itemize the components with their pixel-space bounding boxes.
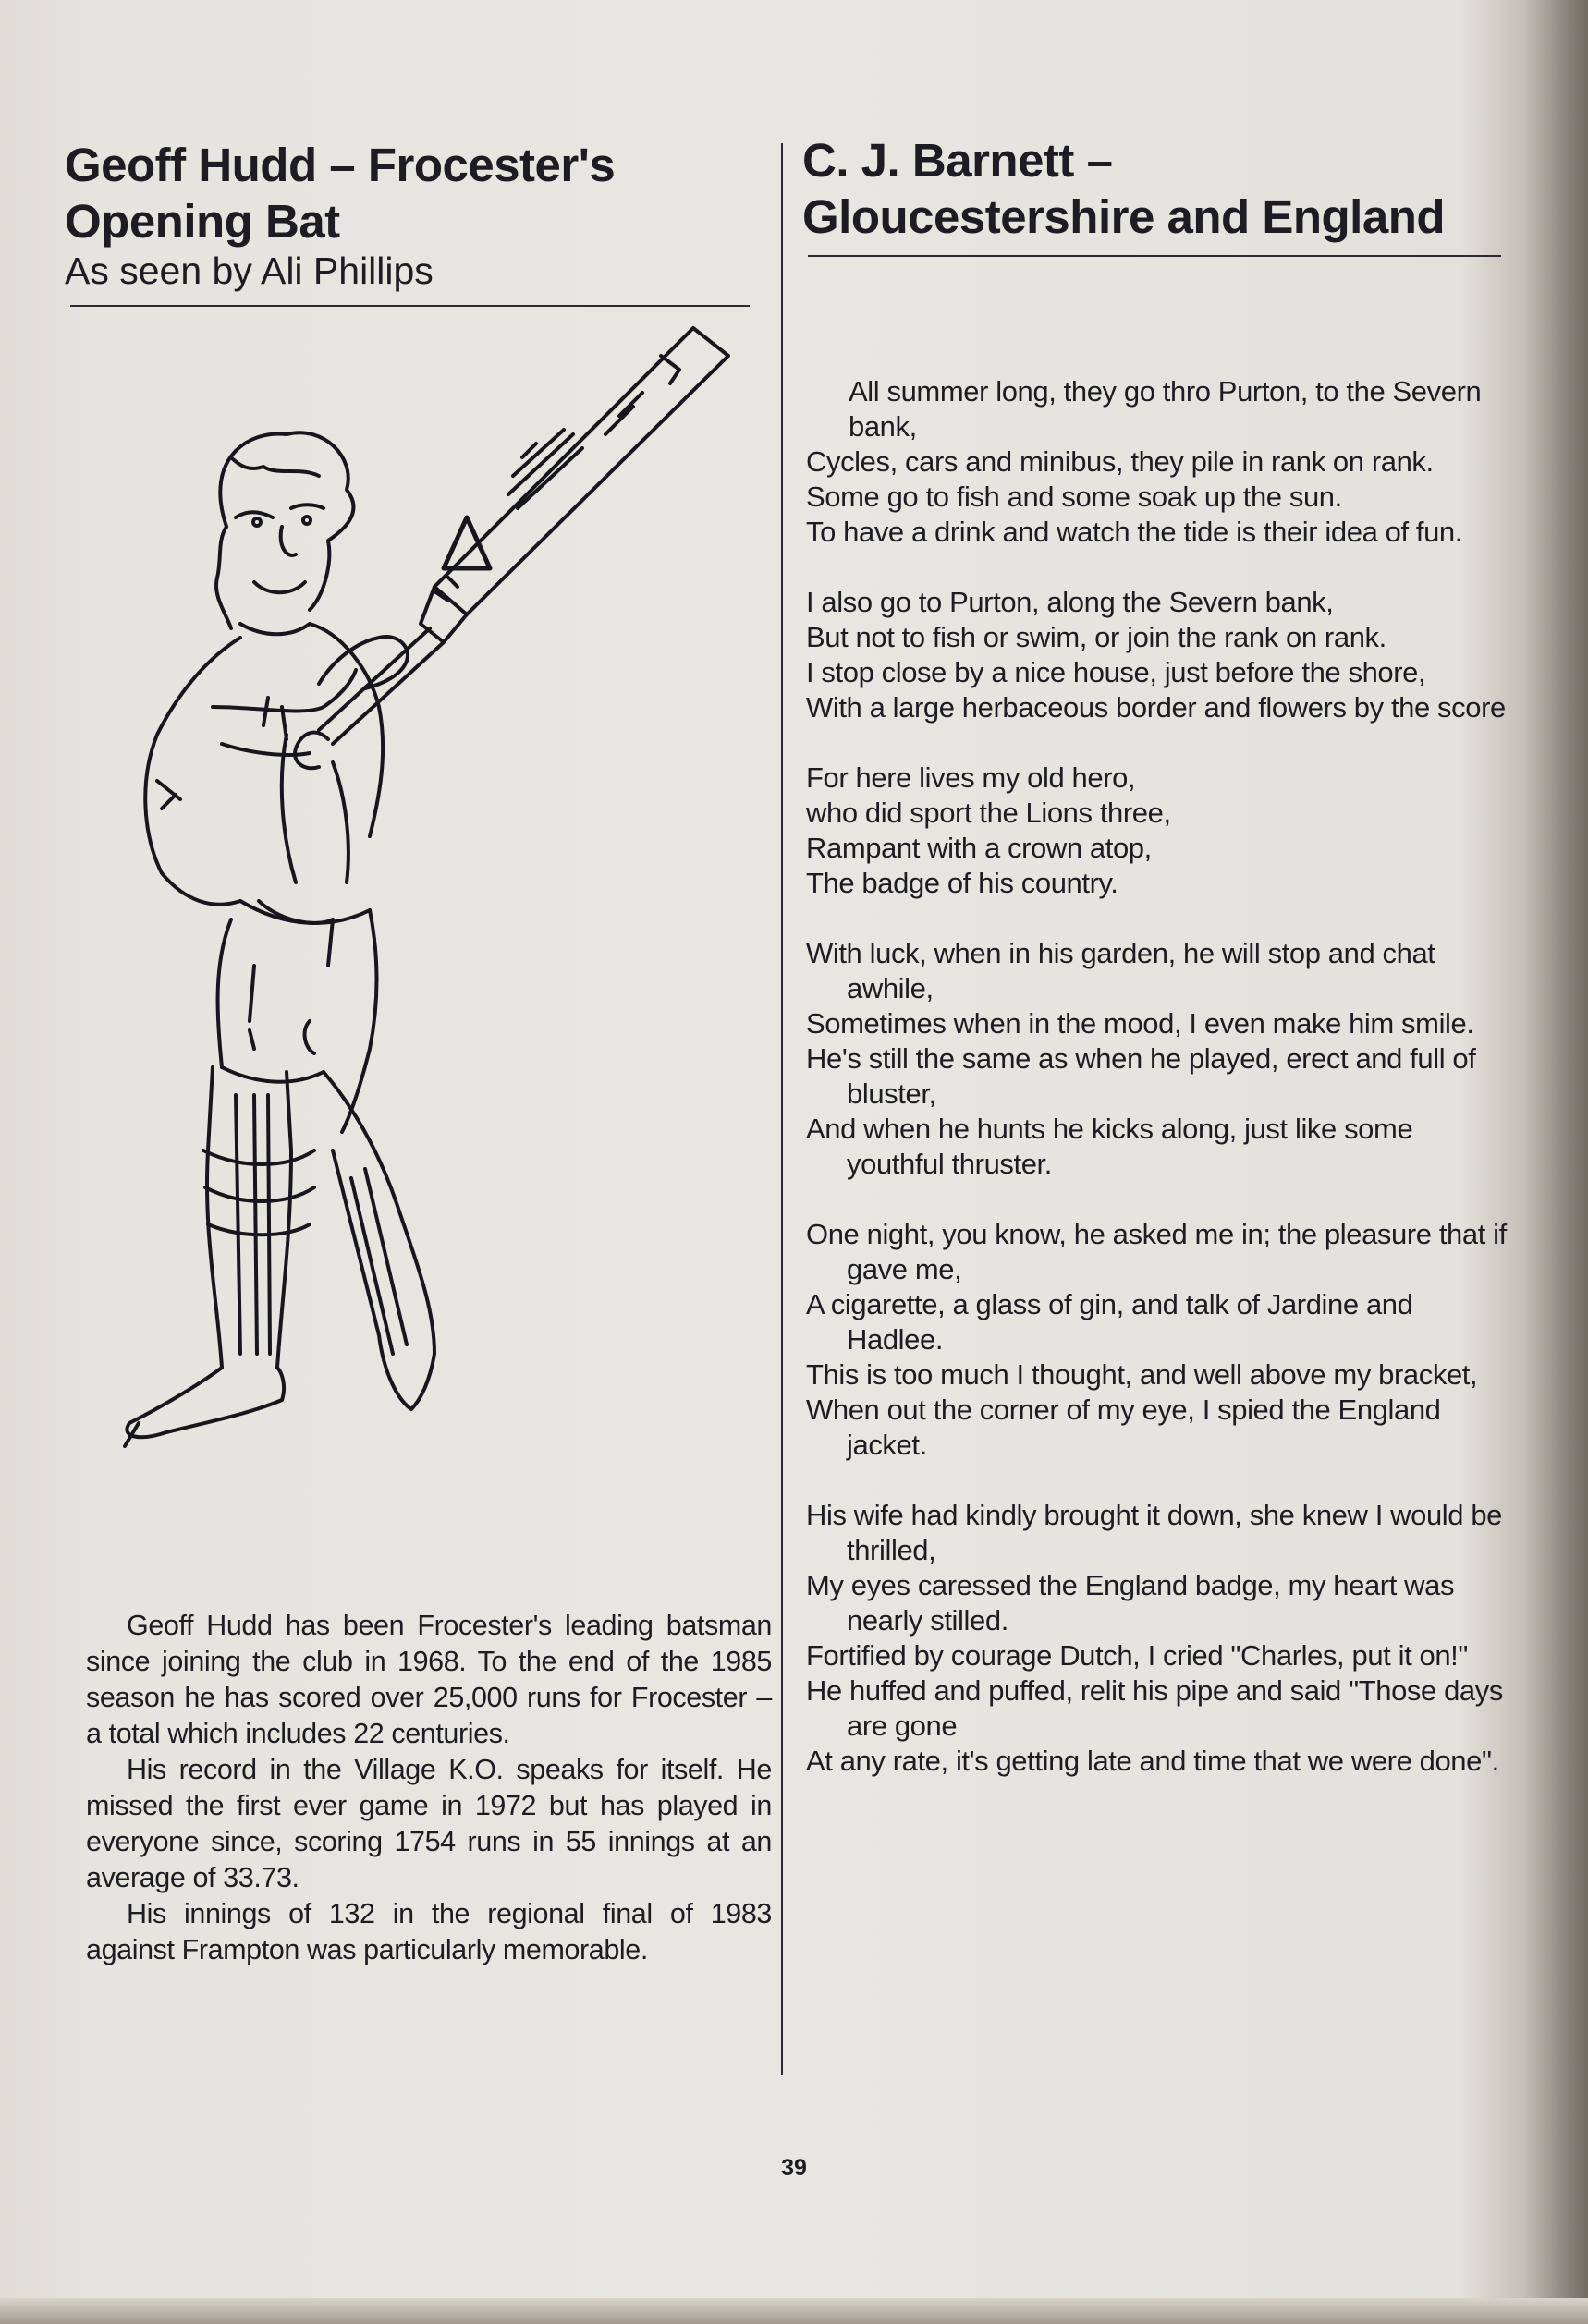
legs-drawing xyxy=(125,901,434,1446)
batsman-sketch xyxy=(102,319,758,1552)
body-drawing xyxy=(145,624,408,923)
poem-stanza-3 xyxy=(806,760,1514,901)
poem-line: I also go to Purton, along the Severn bank, xyxy=(806,586,1334,618)
poem-line: He's still the same as when he played, erect and full of bluster, xyxy=(806,1042,1476,1110)
poem-line: With a large herbaceous border and flowers by the score xyxy=(806,691,1506,724)
poem-line: He huffed and puffed, relit his pipe and said "Those days are gone xyxy=(806,1674,1503,1742)
poem-line: One night, you know, he asked me in; the pleasure that if gave me, xyxy=(806,1218,1507,1285)
bio-paragraph-3: His innings of 132 in the regional final of 1983 against Frampton was particularly memorable. xyxy=(86,1898,772,1965)
left-article-title xyxy=(65,137,749,249)
bio-paragraph-2: His record in the Village K.O. speaks for itself. He missed the first ever game in 1972 but has played in everyone since, scoring 1754 runs in 55 innings at an average of 33.73. xyxy=(86,1754,772,1893)
poem-line: Fortified by courage Dutch, I cried "Charles, put it on!" xyxy=(806,1639,1468,1672)
spine-shadow xyxy=(1523,0,1588,2324)
poem-line: For here lives my old hero, xyxy=(806,761,1136,794)
poem-line: who did sport the Lions three, xyxy=(806,797,1171,829)
poem-line: The badge of his country. xyxy=(806,867,1118,899)
poem xyxy=(806,374,1514,1814)
poem-stanza-2 xyxy=(806,585,1514,725)
poem-line: And when he hunts he kicks along, just like some youthful thruster. xyxy=(806,1113,1413,1180)
right-title-rule xyxy=(808,255,1501,257)
poem-line: With luck, when in his garden, he will stop and chat awhile, xyxy=(806,937,1435,1004)
right-article-title xyxy=(802,132,1505,245)
page-bottom-edge xyxy=(0,2298,1588,2324)
left-bio-text xyxy=(86,1608,772,1968)
poem-line: To have a drink and watch the tide is their idea of fun. xyxy=(806,516,1462,548)
bio-paragraph-1: Geoff Hudd has been Frocester's leading batsman since joining the club in 1968. To the end of the 1985 season he has scored over 25,000 runs for Frocester – a total which includes 22 centuries. xyxy=(86,1610,772,1749)
poem-line: My eyes caressed the England badge, my heart was nearly stilled. xyxy=(806,1569,1455,1637)
page-number: 39 xyxy=(781,2155,807,2181)
left-title-line-2: Opening Bat xyxy=(65,195,340,248)
poem-line: Cycles, cars and minibus, they pile in rank on rank. xyxy=(806,445,1434,478)
right-title-line-1: C. J. Barnett – xyxy=(802,134,1113,187)
poem-stanza-6 xyxy=(806,1498,1514,1779)
poem-line: All summer long, they go thro Purton, to the Severn bank, xyxy=(849,375,1482,443)
poem-line: Rampant with a crown atop, xyxy=(806,832,1152,864)
poem-line: But not to fish or swim, or join the rank on rank. xyxy=(806,621,1386,653)
poem-line: His wife had kindly brought it down, she knew I would be thrilled, xyxy=(806,1499,1503,1566)
poem-stanza-4 xyxy=(806,936,1514,1182)
left-title-rule xyxy=(70,305,750,307)
poem-line: Sometimes when in the mood, I even make him smile. xyxy=(806,1007,1474,1040)
right-title-line-2: Gloucestershire and England xyxy=(802,190,1445,243)
poem-line: Some go to fish and some soak up the sun. xyxy=(806,481,1342,513)
poem-line: This is too much I thought, and well above my bracket, xyxy=(806,1358,1478,1391)
poem-line: I stop close by a nice house, just before the shore, xyxy=(806,656,1426,688)
poem-line: When out the corner of my eye, I spied the England jacket. xyxy=(806,1393,1441,1461)
poem-stanza-1 xyxy=(806,374,1514,550)
poem-stanza-5 xyxy=(806,1217,1514,1463)
left-title-line-1: Geoff Hudd – Frocester's xyxy=(65,139,616,191)
head-drawing xyxy=(216,432,353,634)
left-article-subtitle: As seen by Ali Phillips xyxy=(65,249,434,292)
column-divider xyxy=(781,143,783,2075)
poem-line: At any rate, it's getting late and time that we were done". xyxy=(806,1745,1499,1777)
poem-line: A cigarette, a glass of gin, and talk of Jardine and Hadlee. xyxy=(806,1288,1413,1356)
